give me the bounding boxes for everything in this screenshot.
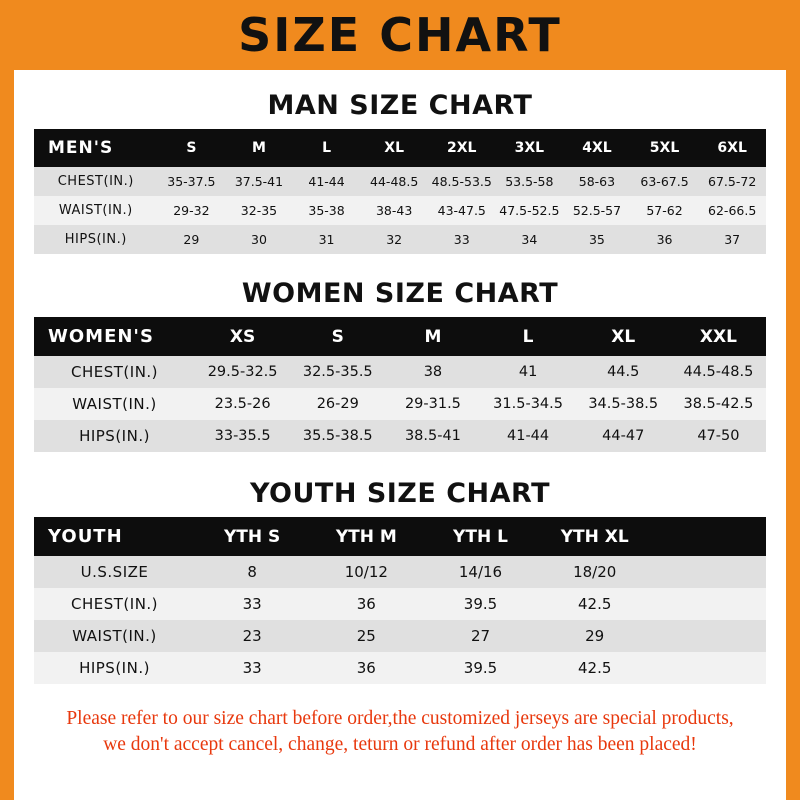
women-size-table	[34, 317, 766, 452]
column-header-empty	[652, 517, 766, 556]
column-header-2xl: 2XL	[428, 129, 496, 167]
cell: 44.5	[576, 356, 671, 388]
column-header-xl: XL	[576, 317, 671, 356]
cell: 36	[309, 652, 423, 684]
cell: 29	[538, 620, 652, 652]
cell: 29.5-32.5	[195, 356, 290, 388]
table-header-row	[34, 129, 766, 167]
cell: 10/12	[309, 556, 423, 588]
column-header-mens: MEN'S	[34, 129, 158, 167]
cell: 38	[385, 356, 480, 388]
cell: 33-35.5	[195, 420, 290, 452]
women-section-title: WOMEN SIZE CHART	[241, 278, 559, 309]
cell: 32-35	[225, 196, 293, 225]
youth-size-table	[34, 517, 766, 684]
table-row	[34, 620, 766, 652]
table-row	[34, 556, 766, 588]
column-header-xxl: XXL	[671, 317, 766, 356]
cell: 38-43	[360, 196, 428, 225]
header-band	[0, 0, 800, 70]
cell: 29-31.5	[385, 388, 480, 420]
table-row	[34, 588, 766, 620]
row-label-us-size: U.S.SIZE	[34, 556, 195, 588]
cell: 31.5-34.5	[481, 388, 576, 420]
row-label-hips: HIPS(IN.)	[34, 652, 195, 684]
cell: 31	[293, 225, 361, 254]
cell: 23	[195, 620, 309, 652]
cell: 18/20	[538, 556, 652, 588]
cell: 58-63	[563, 167, 631, 196]
cell: 32.5-35.5	[290, 356, 385, 388]
cell: 38.5-42.5	[671, 388, 766, 420]
column-header-4xl: 4XL	[563, 129, 631, 167]
cell: 47.5-52.5	[496, 196, 564, 225]
cell: 39.5	[423, 588, 537, 620]
cell: 44-48.5	[360, 167, 428, 196]
cell: 27	[423, 620, 537, 652]
cell	[652, 620, 766, 652]
cell: 14/16	[423, 556, 537, 588]
cell: 33	[428, 225, 496, 254]
cell: 35	[563, 225, 631, 254]
cell: 32	[360, 225, 428, 254]
cell: 36	[309, 588, 423, 620]
row-label-waist: WAIST(IN.)	[34, 196, 158, 225]
cell: 38.5-41	[385, 420, 480, 452]
row-label-chest: CHEST(IN.)	[34, 167, 158, 196]
column-header-3xl: 3XL	[496, 129, 564, 167]
cell: 35-38	[293, 196, 361, 225]
column-header-yth-xl: YTH XL	[538, 517, 652, 556]
table-row	[34, 420, 766, 452]
table-row	[34, 652, 766, 684]
column-header-yth-s: YTH S	[195, 517, 309, 556]
cell: 33	[195, 588, 309, 620]
cell	[652, 652, 766, 684]
man-section-title: MAN SIZE CHART	[267, 90, 533, 121]
table-row	[34, 356, 766, 388]
cell: 8	[195, 556, 309, 588]
cell: 42.5	[538, 652, 652, 684]
cell: 34.5-38.5	[576, 388, 671, 420]
cell: 41-44	[293, 167, 361, 196]
cell: 57-62	[631, 196, 699, 225]
column-header-xs: XS	[195, 317, 290, 356]
cell: 47-50	[671, 420, 766, 452]
cell: 63-67.5	[631, 167, 699, 196]
row-label-hips: HIPS(IN.)	[34, 420, 195, 452]
cell: 39.5	[423, 652, 537, 684]
order-notice	[34, 706, 766, 759]
cell: 35.5-38.5	[290, 420, 385, 452]
cell: 35-37.5	[158, 167, 226, 196]
cell: 25	[309, 620, 423, 652]
table-header-row	[34, 517, 766, 556]
column-header-l: L	[293, 129, 361, 167]
column-header-m: M	[385, 317, 480, 356]
cell	[652, 588, 766, 620]
man-size-table	[34, 129, 766, 254]
chart-content	[14, 90, 786, 759]
row-label-waist: WAIST(IN.)	[34, 388, 195, 420]
column-header-s: S	[290, 317, 385, 356]
cell: 26-29	[290, 388, 385, 420]
youth-section-title: YOUTH SIZE CHART	[249, 478, 551, 509]
cell: 33	[195, 652, 309, 684]
cell: 36	[631, 225, 699, 254]
cell: 29	[158, 225, 226, 254]
row-label-hips: HIPS(IN.)	[34, 225, 158, 254]
column-header-6xl: 6XL	[698, 129, 766, 167]
column-header-xl: XL	[360, 129, 428, 167]
cell: 44.5-48.5	[671, 356, 766, 388]
column-header-yth-m: YTH M	[309, 517, 423, 556]
column-header-womens: WOMEN'S	[34, 317, 195, 356]
cell: 48.5-53.5	[428, 167, 496, 196]
column-header-s: S	[158, 129, 226, 167]
cell: 41-44	[481, 420, 576, 452]
table-header-row	[34, 317, 766, 356]
cell: 41	[481, 356, 576, 388]
cell: 44-47	[576, 420, 671, 452]
row-label-chest: CHEST(IN.)	[34, 588, 195, 620]
cell: 62-66.5	[698, 196, 766, 225]
cell: 29-32	[158, 196, 226, 225]
cell: 37.5-41	[225, 167, 293, 196]
cell: 23.5-26	[195, 388, 290, 420]
cell: 52.5-57	[563, 196, 631, 225]
table-row	[34, 167, 766, 196]
cell	[652, 556, 766, 588]
column-header-5xl: 5XL	[631, 129, 699, 167]
row-label-waist: WAIST(IN.)	[34, 620, 195, 652]
cell: 67.5-72	[698, 167, 766, 196]
order-notice-line-2: we don't accept cancel, change, teturn or refund after order has been placed!	[103, 734, 697, 756]
table-row	[34, 225, 766, 254]
column-header-yth-l: YTH L	[423, 517, 537, 556]
table-row	[34, 196, 766, 225]
cell: 34	[496, 225, 564, 254]
row-label-chest: CHEST(IN.)	[34, 356, 195, 388]
cell: 42.5	[538, 588, 652, 620]
column-header-youth: YOUTH	[34, 517, 195, 556]
cell: 53.5-58	[496, 167, 564, 196]
table-row	[34, 388, 766, 420]
order-notice-line-1: Please refer to our size chart before order,the customized jerseys are special products,	[66, 708, 734, 729]
cell: 37	[698, 225, 766, 254]
column-header-m: M	[225, 129, 293, 167]
column-header-l: L	[481, 317, 576, 356]
cell: 43-47.5	[428, 196, 496, 225]
cell: 30	[225, 225, 293, 254]
page-title: SIZE CHART	[238, 8, 562, 62]
